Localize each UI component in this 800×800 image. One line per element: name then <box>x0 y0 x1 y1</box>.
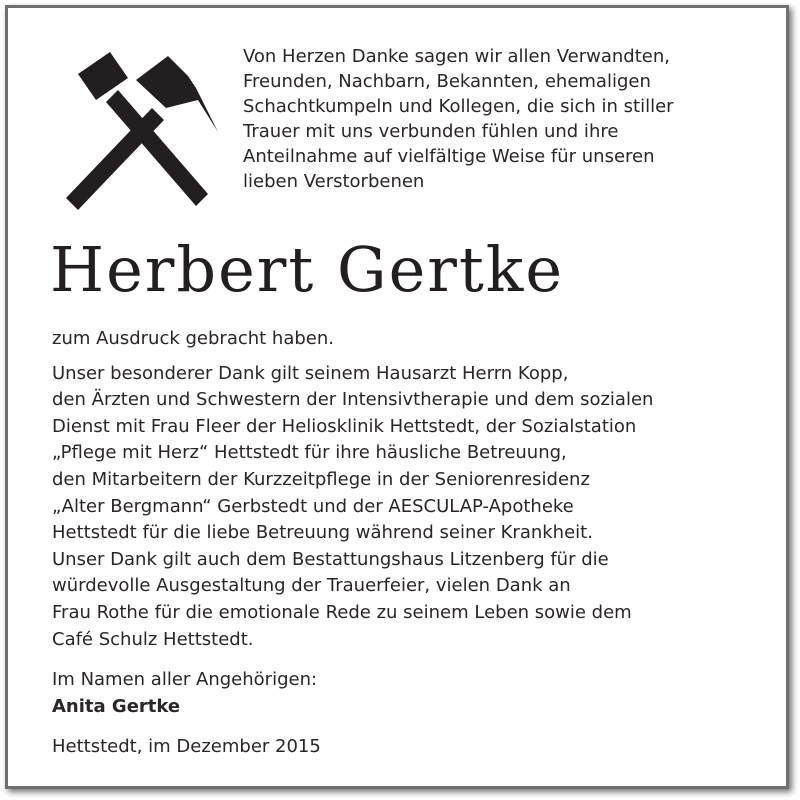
thanks-line: Frau Rothe für die emotionale Rede zu seinem Leben sowie dem <box>52 601 632 623</box>
intro-text <box>243 44 783 194</box>
thanks-line: würdevolle Ausgestaltung der Trauerfeier, vielen Dank an <box>52 575 571 597</box>
thanks-line: Unser Dank gilt auch dem Bestattungshaus Litzenberg für die <box>52 548 609 570</box>
deceased-name: Herbert Gertke <box>50 233 565 306</box>
thanks-text <box>52 326 792 761</box>
intro-line: Trauer mit uns verbunden fühlen und ihre <box>243 121 619 142</box>
intro-line: lieben Verstorbenen <box>243 171 425 192</box>
obituary-card <box>5 5 789 789</box>
crossed-hammers-icon <box>48 46 223 211</box>
thanks-line: „Alter Bergmann“ Gerbstedt und der AESCULAP-Apotheke <box>52 495 574 517</box>
thanks-line: den Ärzten und Schwestern der Intensivtherapie und dem sozialen <box>52 389 654 411</box>
place-date: Hettstedt, im Dezember 2015 <box>52 736 321 758</box>
thanks-line: Unser besonderer Dank gilt seinem Hausarzt Herrn Kopp, <box>52 362 569 384</box>
intro-line: Von Herzen Danke sagen wir allen Verwandten, <box>243 46 670 67</box>
thanks-line: den Mitarbeitern der Kurzzeitpflege in der Seniorenresidenz <box>52 468 590 490</box>
intro-line: Schachtkumpeln und Kollegen, die sich in stiller <box>243 96 674 117</box>
signer-name: Anita Gertke <box>52 695 181 717</box>
thanks-line: „Pflege mit Herz“ Hettstedt für ihre häusliche Betreuung, <box>52 442 567 464</box>
signoff-line: Im Namen aller Angehörigen: <box>52 669 318 691</box>
after-name-line: zum Ausdruck gebracht haben. <box>52 328 334 349</box>
intro-line: Freunden, Nachbarn, Bekannten, ehemaligen <box>243 71 651 92</box>
thanks-line: Hettstedt für die liebe Betreuung während seiner Krankheit. <box>52 522 593 544</box>
thanks-line: Café Schulz Hettstedt. <box>52 628 254 650</box>
intro-line: Anteilnahme auf vielfältige Weise für unseren <box>243 146 655 167</box>
thanks-line: Dienst mit Frau Fleer der Heliosklinik Hettstedt, der Sozialstation <box>52 415 637 437</box>
